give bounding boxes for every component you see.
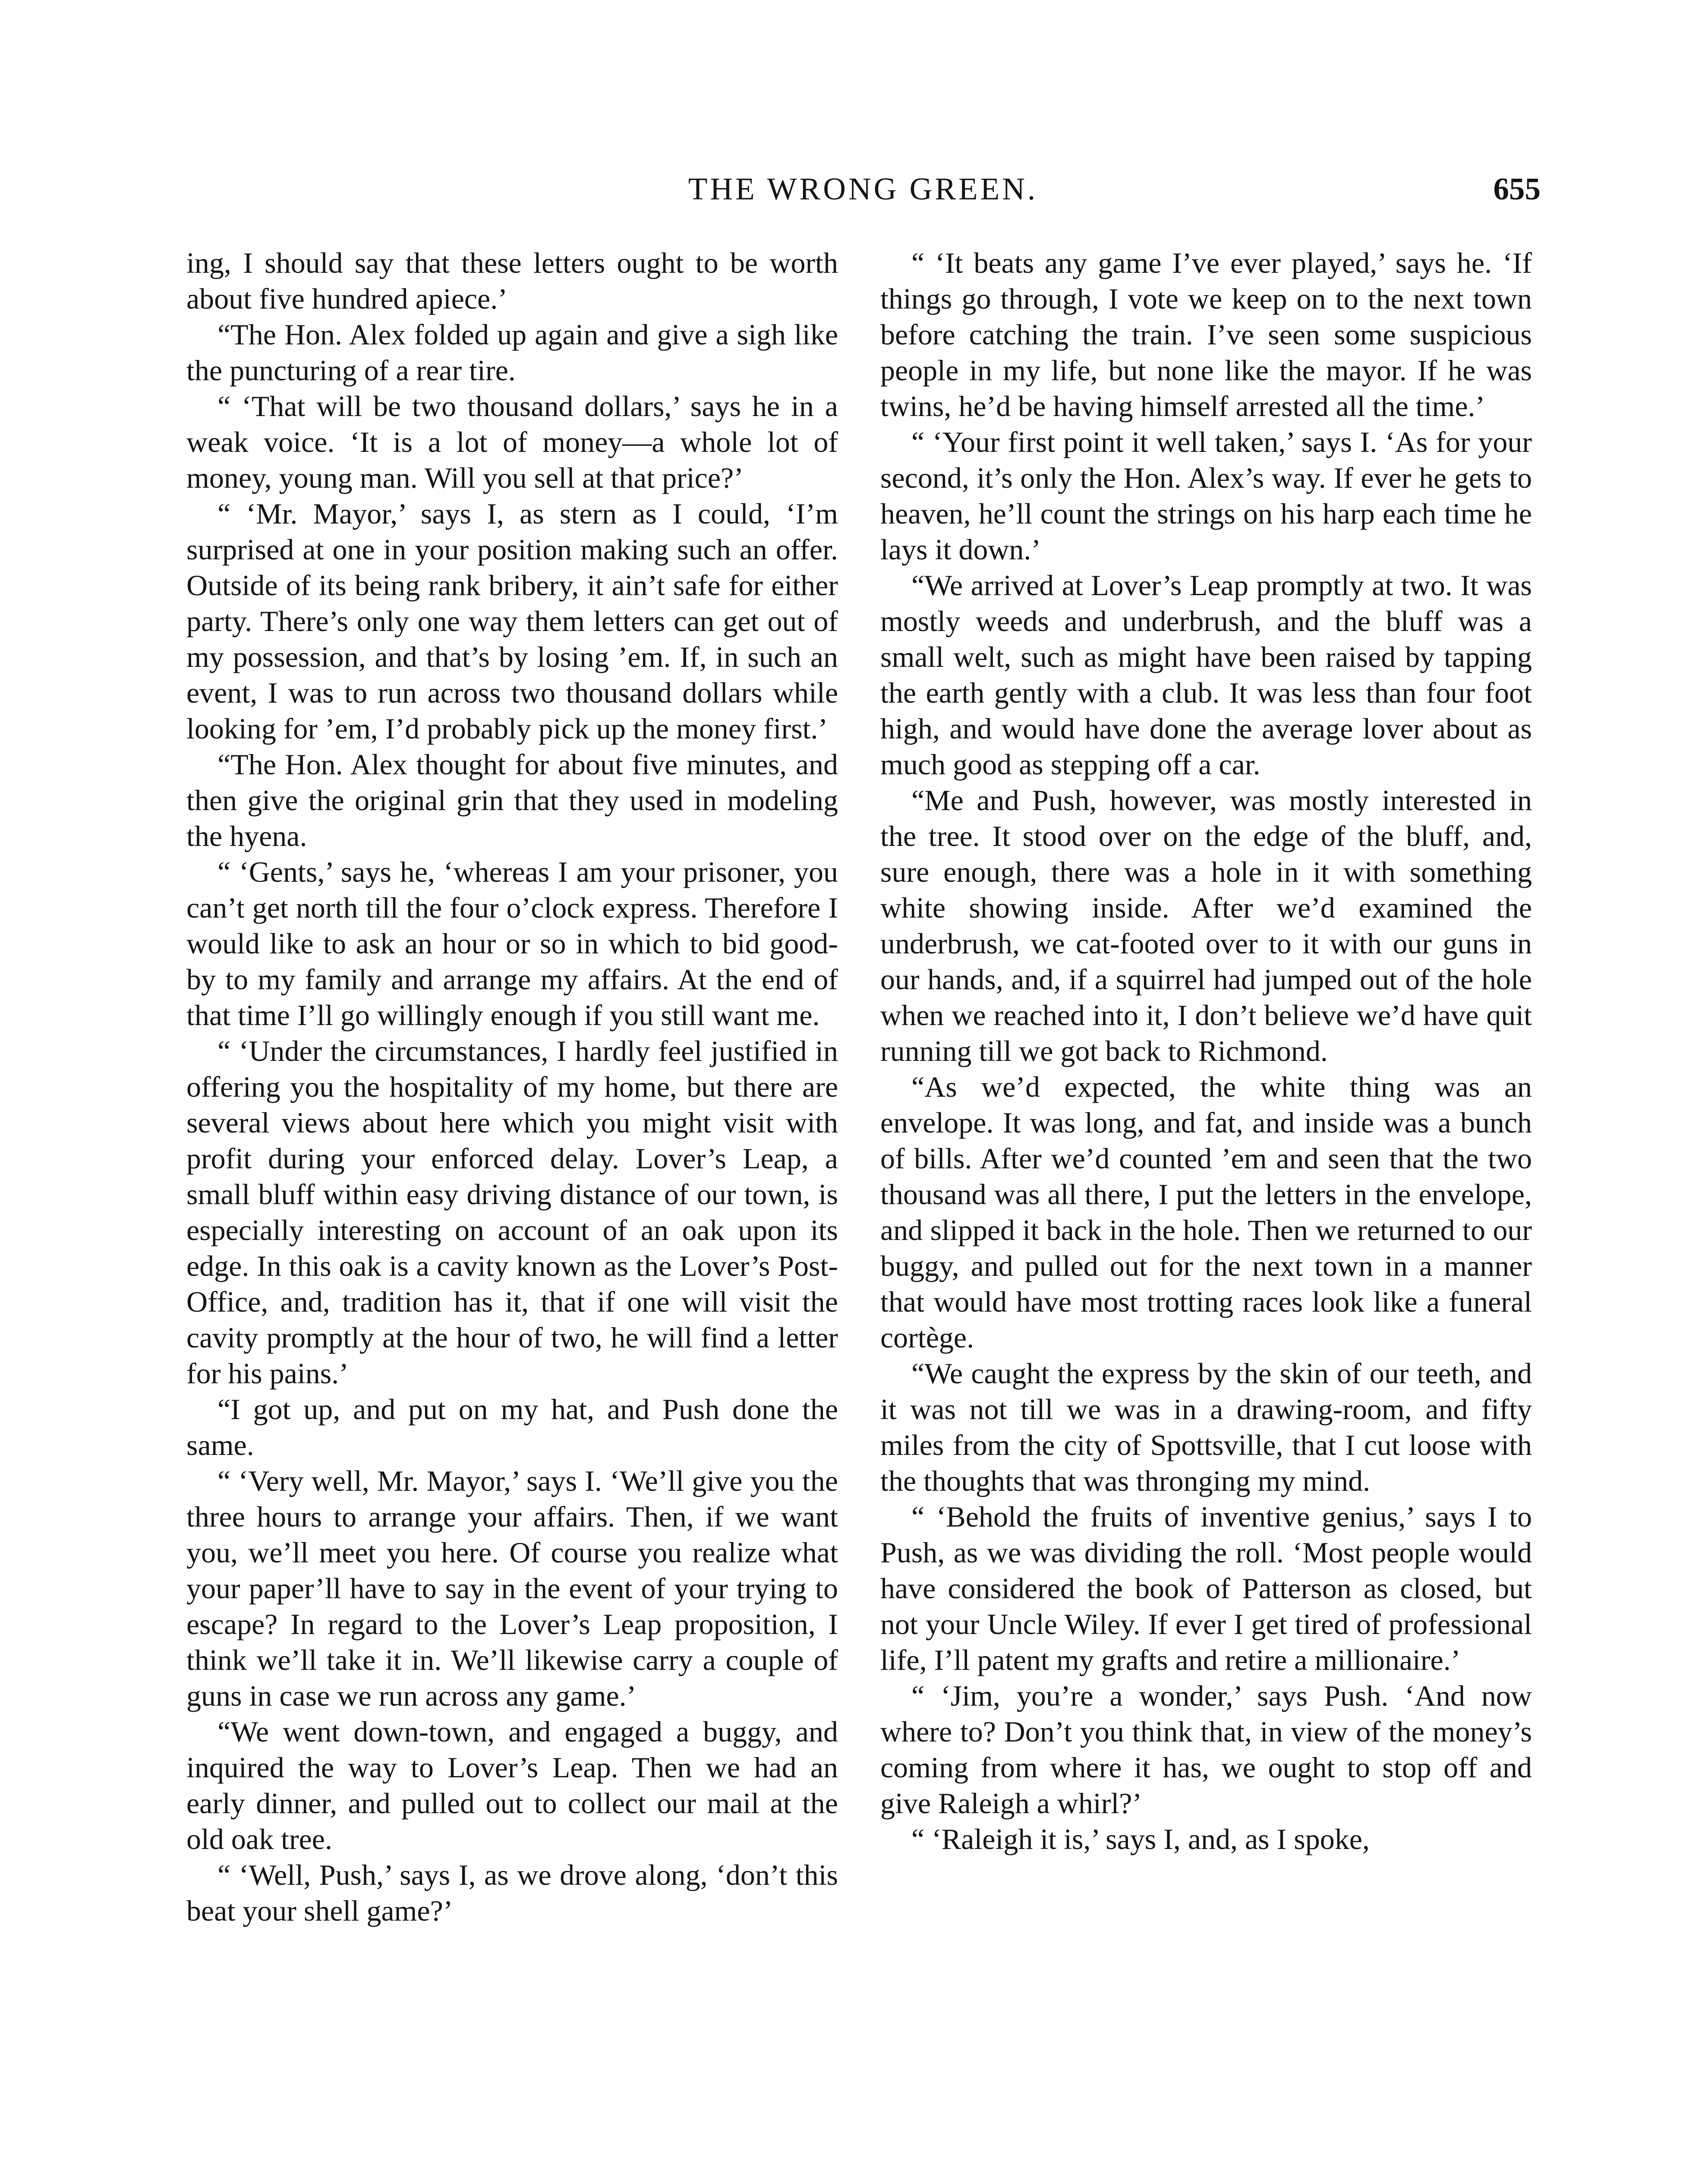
paragraph: ing, I should say that these letters ought to be worth about five hundred apiece.’ <box>186 246 838 315</box>
paragraph: “ ‘Mr. Mayor,’ says I, as stern as I could, ‘I’m surprised at one in your position making such an offer. Outside of its being rank bribery, it ain’t safe for either party. There’s only one way them letters can get out of my possession, and that’s by losing ’em. If, in such an event, I was to run across two thousand dollars while looking for ’em, I’d probably pick up the money first.’ <box>186 497 838 745</box>
paragraph: “We caught the express by the skin of our teeth, and it was not till we was in a drawing-room, and fifty miles from the city of Spottsville, that I cut loose with the thoughts that was thronging my mind. <box>880 1357 1532 1497</box>
paragraph: “We went down-town, and engaged a buggy, and inquired the way to Lover’s Leap. Then we had an early dinner, and pulled out to collect our mail at the old oak tree. <box>186 1715 838 1855</box>
running-header <box>186 167 1541 211</box>
left-text-column <box>186 245 838 1929</box>
paragraph: “ ‘Under the circumstances, I hardly feel justified in offering you the hospitality of my home, but there are several views about here which you might visit with profit during your enforced delay. Lover’s Leap, a small bluff within easy driving distance of our town, is especially interesting on account of an oak upon its edge. In this oak is a cavity known as the Lover’s Post-Office, and, tradition has it, that if one will visit the cavity promptly at the hour of two, he will find a letter for his pains.’ <box>186 1035 838 1390</box>
paragraph: “The Hon. Alex folded up again and give a sigh like the puncturing of a rear tire. <box>186 318 838 387</box>
paragraph: “The Hon. Alex thought for about five minutes, and then give the original grin that they used in modeling the hyena. <box>186 748 838 852</box>
paragraph: “I got up, and put on my hat, and Push done the same. <box>186 1393 838 1461</box>
paragraph: “ ‘Jim, you’re a wonder,’ says Push. ‘And now where to? Don’t you think that, in view of the money’s coming from where it has, we ought to stop off and give Raleigh a whirl?’ <box>880 1679 1532 1820</box>
right-text-column <box>880 245 1532 1857</box>
paragraph: “ ‘Gents,’ says he, ‘whereas I am your prisoner, you can’t get north till the four o’clock express. Therefore I would like to ask an hour or so in which to bid good-by to my family and arrange my affairs. At the end of that time I’ll go willingly enough if you still want me. <box>186 855 838 1032</box>
paragraph: “ ‘Very well, Mr. Mayor,’ says I. ‘We’ll give you the three hours to arrange your affairs. Then, if we want you, we’ll meet you here. Of course you realize what your paper’ll have to say in the event of your trying to escape? In regard to the Lover’s Leap proposition, I think we’ll take it in. We’ll likewise carry a couple of guns in case we run across any game.’ <box>186 1464 838 1712</box>
running-title: THE WRONG GREEN. <box>688 171 1038 206</box>
paragraph: “Me and Push, however, was mostly interested in the tree. It stood over on the edge of the bluff, and, sure enough, there was a hole in it with something white showing inside. After we’d examined the underbrush, we cat-footed over to it with our guns in our hands, and, if a squirrel had jumped out of the hole when we reached into it, I don’t believe we’d have quit running till we got back to Richmond. <box>880 784 1532 1067</box>
paragraph: “ ‘Your first point it well taken,’ says I. ‘As for your second, it’s only the Hon. Alex’s way. If ever he gets to heaven, he’ll count the strings on his harp each time he lays it down.’ <box>880 426 1532 566</box>
paragraph: “We arrived at Lover’s Leap promptly at two. It was mostly weeds and underbrush, and the bluff was a small welt, such as might have been raised by tapping the earth gently with a club. It was less than four foot high, and would have done the average lover about as much good as stepping off a car. <box>880 569 1532 781</box>
page-number: 655 <box>1493 171 1541 206</box>
paragraph: “ ‘That will be two thousand dollars,’ says he in a weak voice. ‘It is a lot of money—a whole lot of money, young man. Will you sell at that price?’ <box>186 390 838 494</box>
paragraph: “ ‘Raleigh it is,’ says I, and, as I spoke, <box>911 1823 1370 1855</box>
paragraph: “ ‘It beats any game I’ve ever played,’ says he. ‘If things go through, I vote we keep on to the next town before catching the train. I’ve seen some suspicious people in my life, but none like the mayor. If he was twins, he’d be having himself arrested all the time.’ <box>880 246 1532 423</box>
paragraph: “ ‘Well, Push,’ says I, as we drove along, ‘don’t this beat your shell game?’ <box>186 1858 838 1927</box>
paragraph: “ ‘Behold the fruits of inventive genius,’ says I to Push, as we was dividing the roll. ‘Most people would have considered the book of Patterson as closed, but not your Uncle Wiley. If ever I get tired of professional life, I’ll patent my grafts and retire a millionaire.’ <box>880 1500 1532 1676</box>
paragraph: “As we’d expected, the white thing was an envelope. It was long, and fat, and inside was a bunch of bills. After we’d counted ’em and seen that the two thousand was all there, I put the letters in the envelope, and slipped it back in the hole. Then we returned to our buggy, and pulled out for the next town in a manner that would have most trotting races look like a funeral cortège. <box>880 1070 1532 1354</box>
